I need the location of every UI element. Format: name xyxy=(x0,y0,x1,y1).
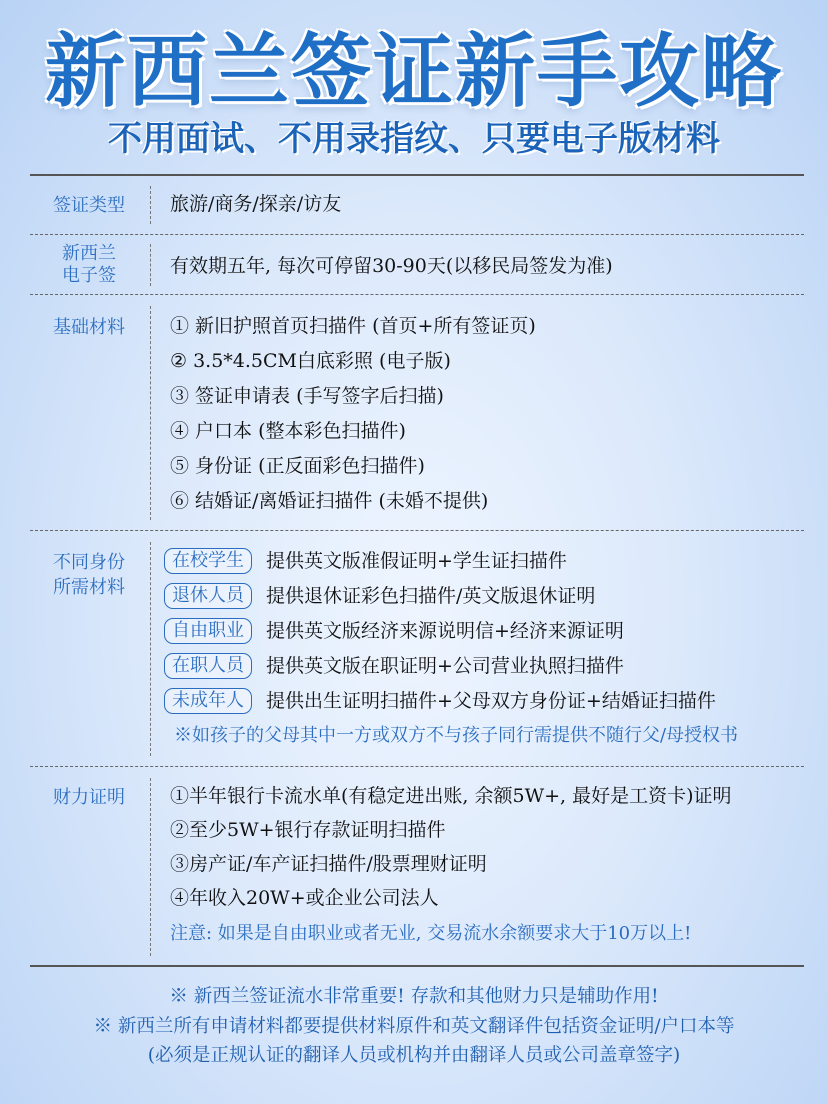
identity-note: ※如孩子的父母其中一方或双方不与孩子同行需提供不随行父/母授权书 xyxy=(174,725,739,746)
basic-materials-label: 基础材料 xyxy=(53,317,125,338)
footer-line: ※ 新西兰所有申请材料都要提供材料原件和英文翻译件包括资金证明/户口本等 xyxy=(93,1016,735,1037)
page-subtitle: 不用面试、不用录指纹、只要电子版材料 xyxy=(108,119,720,159)
evisa-value: 有效期五年, 每次可停留30-90天(以移民局签发为准) xyxy=(170,255,613,277)
visa-type-label: 签证类型 xyxy=(53,195,125,216)
identity-text: 提供英文版准假证明+学生证扫描件 xyxy=(266,550,567,572)
evisa-label-line2: 电子签 xyxy=(62,265,116,286)
divider xyxy=(30,766,804,767)
column-separator xyxy=(150,244,151,286)
divider xyxy=(30,294,804,295)
identity-text: 提供英文版经济来源说明信+经济来源证明 xyxy=(266,620,624,642)
bottom-divider xyxy=(30,965,804,967)
basic-item: ⑥ 结婚证/离婚证扫描件 (未婚不提供) xyxy=(170,490,489,512)
finance-label: 财力证明 xyxy=(53,787,125,808)
identity-text: 提供出生证明扫描件+父母双方身份证+结婚证扫描件 xyxy=(266,690,716,712)
top-divider xyxy=(30,174,804,176)
footer-line: ※ 新西兰签证流水非常重要! 存款和其他财力只是辅助作用! xyxy=(169,986,659,1007)
finance-item: ①半年银行卡流水单(有稳定进出账, 余额5W+, 最好是工资卡)证明 xyxy=(170,785,732,807)
evisa-label-line1: 新西兰 xyxy=(62,243,116,264)
page-title: 新西兰签证新手攻略 xyxy=(45,25,783,118)
identity-tag-student: 在校学生 xyxy=(164,548,252,574)
column-separator xyxy=(150,306,151,520)
visa-type-value: 旅游/商务/探亲/访友 xyxy=(170,193,342,215)
finance-item: ④年收入20W+或企业公司法人 xyxy=(170,887,439,909)
footer-line: (必须是正规认证的翻译人员或机构并由翻译人员或公司盖章签字) xyxy=(147,1045,681,1066)
column-separator xyxy=(150,186,151,224)
identity-tag-freelancer: 自由职业 xyxy=(164,618,252,644)
finance-item: ②至少5W+银行存款证明扫描件 xyxy=(170,819,446,841)
basic-item: ① 新旧护照首页扫描件 (首页+所有签证页) xyxy=(170,315,536,337)
divider xyxy=(30,234,804,235)
column-separator xyxy=(150,542,151,756)
divider xyxy=(30,530,804,531)
identity-text: 提供英文版在职证明+公司营业执照扫描件 xyxy=(266,655,624,677)
identity-label-line1: 不同身份 xyxy=(53,552,125,573)
identity-label-line2: 所需材料 xyxy=(53,577,125,598)
basic-item: ④ 户口本 (整本彩色扫描件) xyxy=(170,420,406,442)
finance-item: ③房产证/车产证扫描件/股票理财证明 xyxy=(170,853,487,875)
finance-note: 注意: 如果是自由职业或者无业, 交易流水余额要求大于10万以上! xyxy=(170,923,692,944)
identity-tag-minor: 未成年人 xyxy=(164,688,252,714)
identity-text: 提供退休证彩色扫描件/英文版退休证明 xyxy=(266,585,596,607)
column-separator xyxy=(150,778,151,956)
basic-item: ③ 签证申请表 (手写签字后扫描) xyxy=(170,385,444,407)
identity-tag-retired: 退休人员 xyxy=(164,583,252,609)
basic-item: ⑤ 身份证 (正反面彩色扫描件) xyxy=(170,455,425,477)
basic-item: ② 3.5*4.5CM白底彩照 (电子版) xyxy=(170,350,451,372)
identity-tag-employed: 在职人员 xyxy=(164,653,252,679)
